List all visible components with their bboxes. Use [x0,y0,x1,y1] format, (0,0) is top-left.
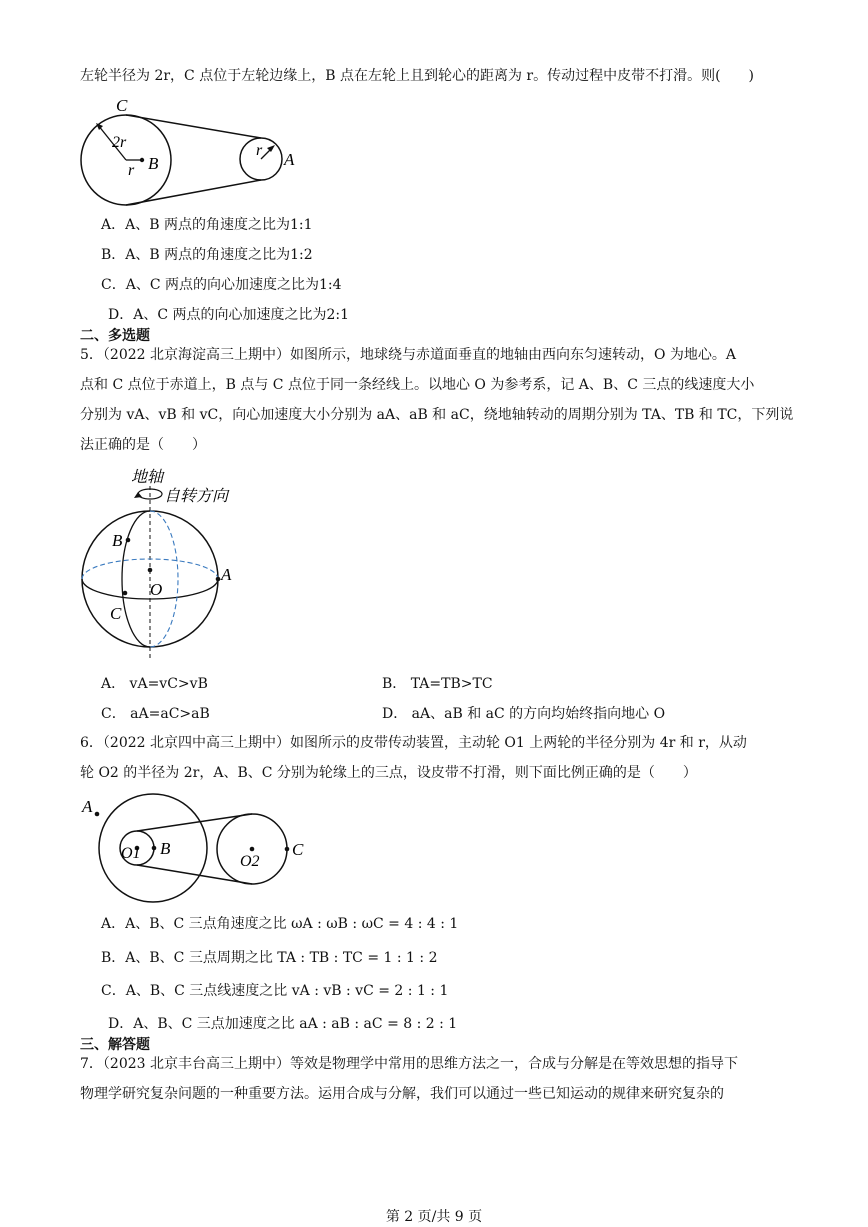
q5-label-axis: 地轴 [131,469,164,486]
q4-figure [76,92,306,207]
q7-line-1: 7．（2023 北京丰台高三上期中）等效是物理学中常用的思维方法之一，合成与分解是在等效思想的指导下 [80,1056,738,1072]
q6-label-o1: O1 [121,845,141,862]
q5-label-b: B [112,531,123,550]
q4-label-r-left: r [128,162,135,179]
q6-line-2: 轮 O2 的半径为 2r，A、B、C 分别为轮缘上的三点，设皮带不打滑，则下面比例正确的是（ ） [80,765,697,781]
q5-line-4: 法正确的是（ ） [80,437,206,453]
q5-option-a[interactable]: A． vA=vC>vB [101,676,208,692]
q5-figure [76,462,246,662]
q4-label-a: A [284,150,295,169]
section-heading-answer-questions: 三、解答题 [80,1037,150,1053]
q4-option-a[interactable]: A．A、B 两点的角速度之比为1:1 [101,217,313,233]
q7-line-2: 物理学研究复杂问题的一种重要方法。运用合成与分解，我们可以通过一些已知运动的规律来研究复杂的 [80,1086,724,1102]
q5-option-c[interactable]: C． aA=aC>aB [101,706,210,722]
q5-option-b[interactable]: B． TA=TB>TC [382,676,493,692]
q5-label-rotation: 自转方向 [164,488,229,505]
q5-line-3: 分别为 vA、vB 和 vC，向心加速度大小分别为 aA、aB 和 aC，绕地轴转动的周期分别为 TA、TB 和 TC，下列说 [80,407,794,423]
q6-label-b: B [160,839,171,858]
q5-label-a: A [221,565,232,584]
q6-option-a[interactable]: A．A、B、C 三点角速度之比 ωA : ωB : ωC = 4 : 4 : 1 [101,916,459,932]
q6-label-a: A [82,797,93,816]
q6-option-d[interactable]: D．A、B、C 三点加速度之比 aA : aB : aC = 8 : 2 : 1 [108,1016,458,1032]
q4-label-b: B [148,154,159,173]
q5-line-1: 5．（2022 北京海淀高三上期中）如图所示，地球绕与赤道面垂直的地轴由西向东匀速转动，O 为地心。A [80,347,737,363]
q6-label-o2: O2 [240,853,260,870]
q6-line-1: 6．（2022 北京四中高三上期中）如图所示的皮带传动装置，主动轮 O1 上两轮的半径分别为 4r 和 r，从动 [80,735,747,751]
q4-intro: 左轮半径为 2r，C 点位于左轮边缘上，B 点在左轮上且到轮心的距离为 r。传动过程中皮带不打滑。则( ) [80,68,755,84]
q4-label-c: C [116,96,128,115]
page-footer: 第 2 页/共 9 页 [385,1209,483,1225]
section-heading-multiple-choice: 二、多选题 [80,328,150,344]
q4-option-c[interactable]: C．A、C 两点的向心加速度之比为1:4 [101,277,342,293]
q5-label-o: O [150,580,163,599]
q5-label-c: C [110,604,122,623]
q6-option-b[interactable]: B．A、B、C 三点周期之比 TA : TB : TC = 1 : 1 : 2 [101,950,438,966]
q5-line-2: 点和 C 点位于赤道上，B 点与 C 点位于同一条经线上。以地心 O 为参考系，记 A、B、C 三点的线速度大小 [80,377,755,393]
q6-option-c[interactable]: C．A、B、C 三点线速度之比 vA : vB : vC = 2 : 1 : 1 [101,983,449,999]
q4-option-b[interactable]: B．A、B 两点的角速度之比为1:2 [101,247,313,263]
q4-option-d[interactable]: D．A、C 两点的向心加速度之比为2:1 [108,307,350,323]
q6-figure [76,792,316,907]
q6-label-c: C [292,840,304,859]
q4-label-2r: 2r [112,134,127,151]
q5-option-d[interactable]: D． aA、aB 和 aC 的方向均始终指向地心 O [382,706,666,722]
q4-label-r-right: r [256,142,263,159]
